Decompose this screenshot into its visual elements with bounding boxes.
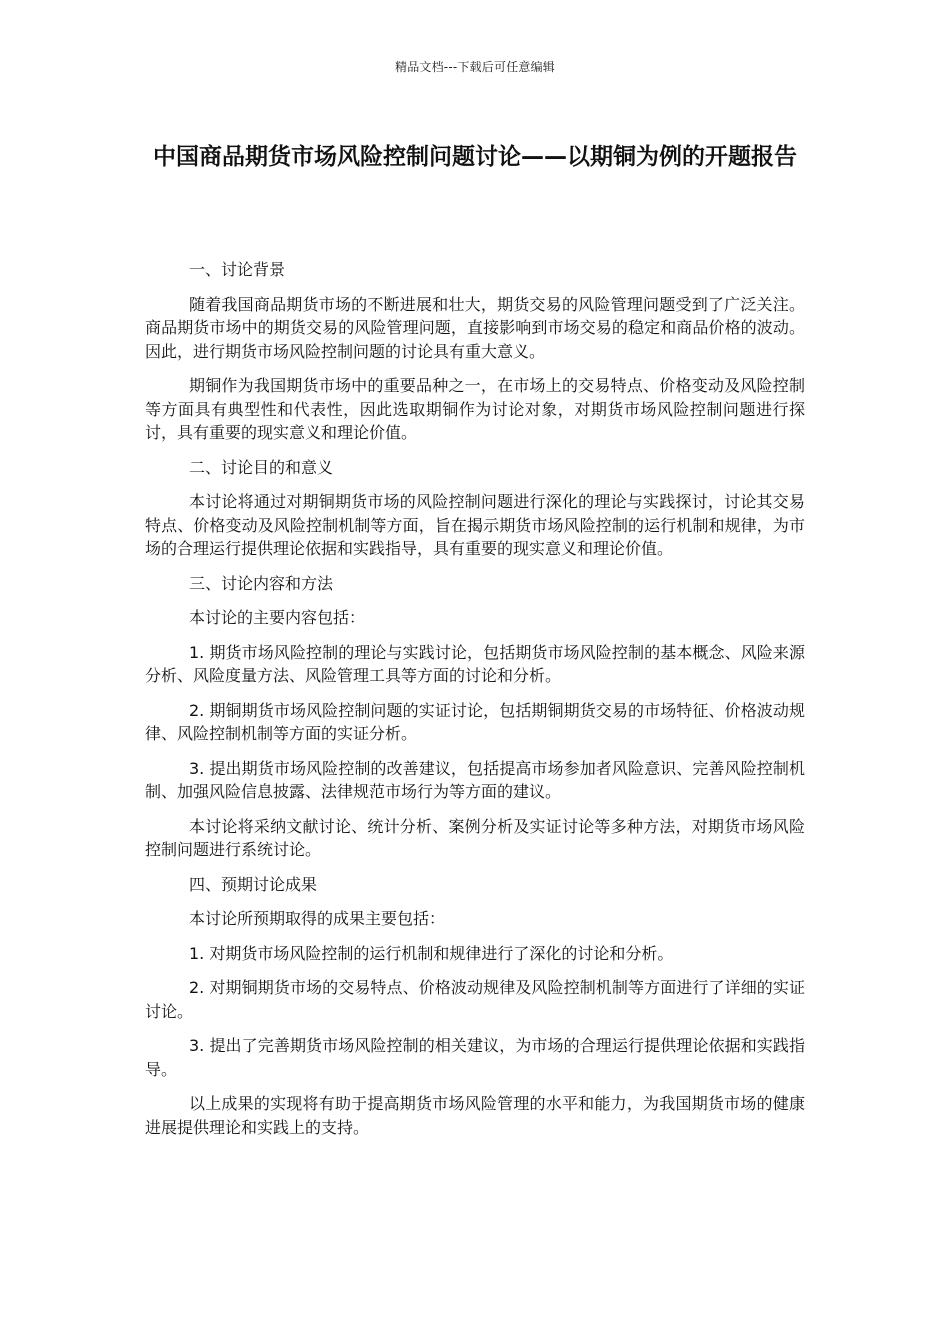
paragraph-background-1: 随着我国商品期货市场的不断进展和壮大，期货交易的风险管理问题受到了广泛关注。商品期货市场中的期货交易的风险管理问题，直接影响到市场交易的稳定和商品价格的波动。因此，进行期货市场风险控制问题的讨论具有重大意义。: [145, 294, 805, 361]
paragraph-results-intro: 本讨论所预期取得的成果主要包括：: [189, 909, 446, 928]
paragraph-method: 本讨论将采纳文献讨论、统计分析、案例分析及实证讨论等多种方法，对期货市场风险控制问题进行系统讨论。: [145, 816, 805, 859]
paragraph-content-intro: 本讨论的主要内容包括：: [189, 608, 366, 627]
document-body: [145, 258, 805, 1150]
section-heading-background: 一、讨论背景: [189, 260, 286, 279]
section-heading-expected-results: 四、预期讨论成果: [189, 874, 318, 894]
header-note: 精品文档---下载后可任意编辑: [395, 60, 555, 74]
list-item-content-1: 1. 期货市场风险控制的理论与实践讨论，包括期货市场风险控制的基本概念、风险来源分析、风险度量方法、风险管理工具等方面的讨论和分析。: [145, 642, 805, 685]
paragraph-conclusion: 以上成果的实现将有助于提高期货市场风险管理的水平和能力，为我国期货市场的健康进展提供理论和实践上的支持。: [145, 1094, 805, 1137]
document-title: 中国商品期货市场风险控制问题讨论——以期铜为例的开题报告: [153, 144, 797, 170]
list-item-result-2: 2. 对期铜期货市场的交易特点、价格波动规律及风险控制机制等方面进行了详细的实证讨论。: [145, 978, 805, 1021]
section-heading-purpose: 二、讨论目的和意义: [189, 457, 334, 477]
section-heading-content-method: 三、讨论内容和方法: [189, 573, 334, 593]
paragraph-purpose: 本讨论将通过对期铜期货市场的风险控制问题进行深化的理论与实践探讨，讨论其交易特点、价格变动及风险控制机制等方面，旨在揭示期货市场风险控制的运行机制和规律，为市场的合理运行提供理论依据和实践指导，具有重要的现实意义和理论价值。: [145, 492, 805, 558]
list-item-content-3: 3. 提出期货市场风险控制的改善建议，包括提高市场参加者风险意识、完善风险控制机制、加强风险信息披露、法律规范市场行为等方面的建议。: [145, 758, 805, 801]
list-item-result-1: 1. 对期货市场风险控制的运行机制和规律进行了深化的讨论和分析。: [189, 943, 674, 963]
list-item-result-3: 3. 提出了完善期货市场风险控制的相关建议，为市场的合理运行提供理论依据和实践指导。: [145, 1036, 805, 1079]
list-item-content-2: 2. 期铜期货市场风险控制问题的实证讨论，包括期铜期货交易的市场特征、价格波动规律、风险控制机制等方面的实证分析。: [145, 700, 805, 743]
paragraph-background-2: 期铜作为我国期货市场中的重要品种之一，在市场上的交易特点、价格变动及风险控制等方面具有典型性和代表性，因此选取期铜作为讨论对象，对期货市场风险控制问题进行探讨，具有重要的现实意义和理论价值。: [145, 376, 805, 442]
